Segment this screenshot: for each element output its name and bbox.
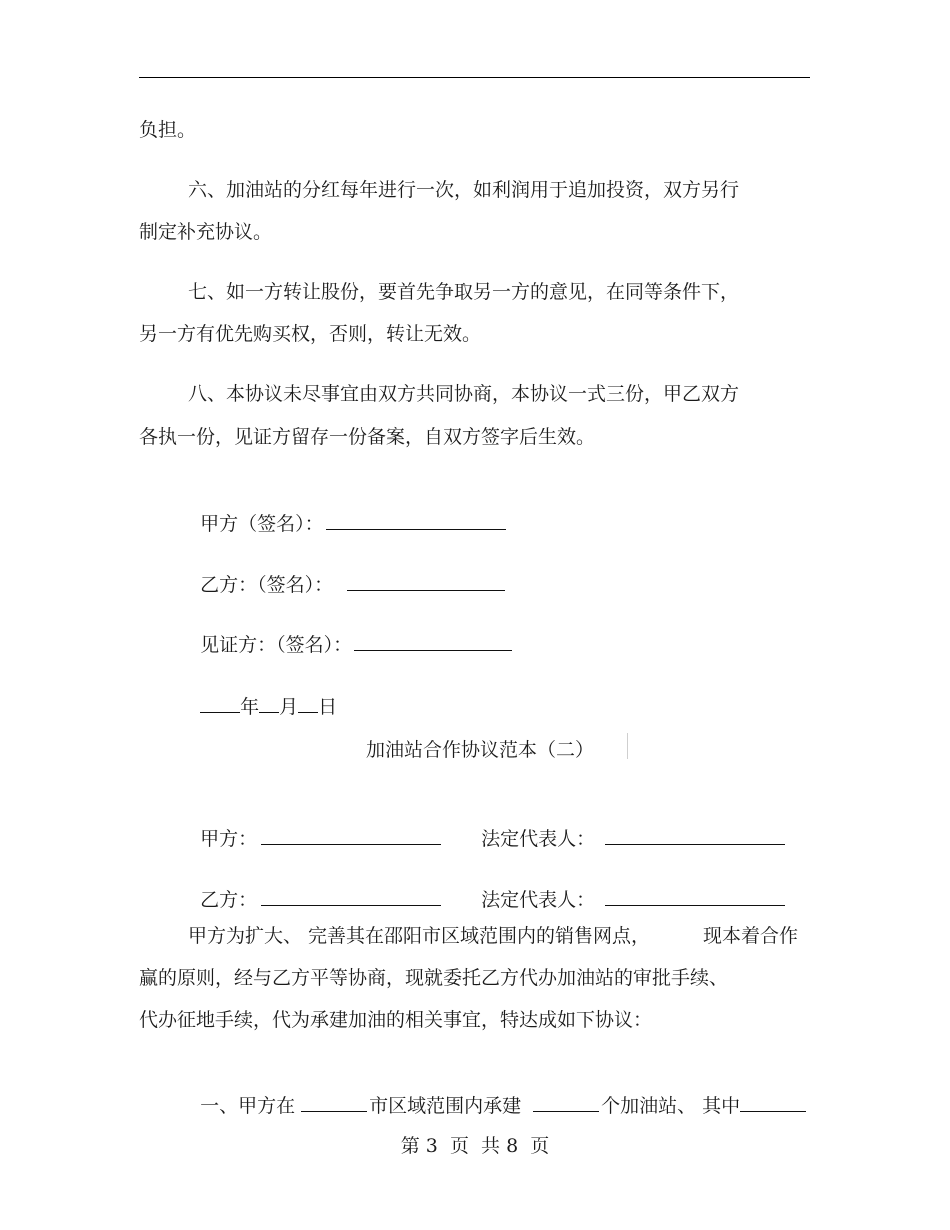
text-line: 八、本协议未尽事宜由双方共同协商，本协议一式三份，甲乙双方 bbox=[188, 383, 740, 405]
signature-blank bbox=[354, 632, 512, 651]
party-b-label: 乙方： bbox=[200, 889, 258, 911]
party-a-blank bbox=[261, 826, 441, 845]
signature-blank bbox=[326, 511, 506, 530]
party-b-rep-label: 法定代表人： bbox=[481, 889, 596, 911]
text-line: 七、如一方转让股份，要首先争取另一方的意见，在同等条件下， bbox=[188, 281, 740, 303]
party-a-row bbox=[188, 802, 443, 851]
party-a-rep-blank bbox=[605, 826, 785, 845]
signature-label: 甲方（签名）： bbox=[200, 513, 324, 535]
text-line: 各执一份，见证方留存一份备案，自双方签字后生效。 bbox=[139, 426, 596, 448]
city-blank bbox=[301, 1093, 367, 1112]
month-label: 月 bbox=[279, 696, 299, 718]
body-line: 甲方为扩大、 完善其在邵阳市区域范围内的销售网点， bbox=[188, 925, 651, 947]
body-line: 现本着合作 bbox=[703, 925, 799, 947]
signature-blank bbox=[347, 572, 505, 591]
body-line: 代办征地手续，代为承建加油的相关事宜，特达成如下协议： bbox=[139, 1009, 653, 1031]
header-rule bbox=[139, 77, 810, 78]
party-b-blank bbox=[261, 887, 441, 906]
count-blank bbox=[533, 1093, 599, 1112]
detail-blank bbox=[740, 1093, 806, 1112]
party-a-label: 甲方： bbox=[200, 828, 258, 850]
text-line: 制定补充协议。 bbox=[139, 221, 273, 243]
item-1-middle: 市区域范围内承建 bbox=[369, 1095, 522, 1117]
party-b-rep-blank bbox=[605, 887, 785, 906]
title-divider bbox=[627, 733, 628, 759]
signature-label: 见证方：（签名）： bbox=[200, 634, 353, 656]
signature-party-a bbox=[188, 487, 508, 536]
text-line: 另一方有优先购买权，否则，转让无效。 bbox=[139, 323, 482, 345]
year-blank bbox=[200, 694, 240, 713]
year-label: 年 bbox=[240, 696, 260, 718]
item-1-start: 一、甲方在 bbox=[200, 1095, 296, 1117]
signature-party-b bbox=[188, 548, 507, 597]
item-1-end: 个加油站、 其中 bbox=[601, 1095, 741, 1117]
signature-label: 乙方：（签名）： bbox=[200, 574, 334, 596]
item-1-line bbox=[188, 1069, 808, 1118]
day-label: 日 bbox=[318, 696, 338, 718]
party-a-rep-row bbox=[469, 802, 787, 851]
party-b-rep-row bbox=[469, 863, 787, 912]
party-b-row bbox=[188, 863, 443, 912]
date-line bbox=[188, 670, 337, 719]
party-a-rep-label: 法定代表人： bbox=[481, 828, 596, 850]
day-blank bbox=[298, 694, 318, 713]
body-line: 赢的原则，经与乙方平等协商，现就委托乙方代办加油站的审批手续、 bbox=[139, 967, 729, 989]
section-title: 加油站合作协议范本（二） bbox=[366, 739, 595, 761]
text-line: 六、加油站的分红每年进行一次，如利润用于追加投资，双方另行 bbox=[188, 179, 740, 201]
signature-witness bbox=[188, 608, 514, 657]
month-blank bbox=[259, 694, 279, 713]
text-line: 负担。 bbox=[139, 119, 197, 141]
page-footer: 第 3 页 共 8 页 bbox=[400, 1135, 550, 1157]
